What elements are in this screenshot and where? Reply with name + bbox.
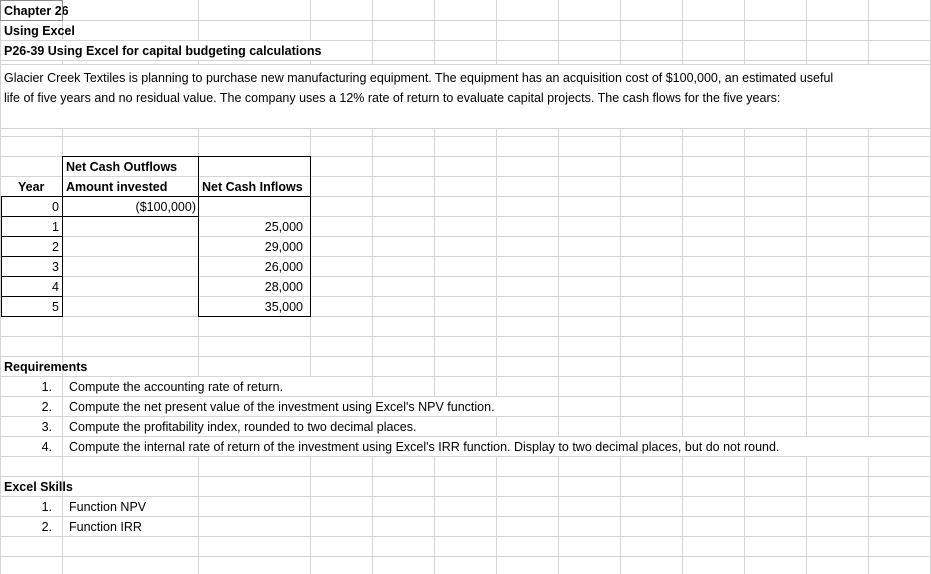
table-row-year[interactable]: 0 <box>52 200 59 214</box>
table-row-inflow[interactable]: 29,000 <box>264 240 303 254</box>
year-header[interactable]: Year <box>18 180 45 194</box>
requirement-text[interactable]: Compute the net present value of the investment using Excel's NPV function. <box>69 400 495 414</box>
requirement-text[interactable]: Compute the accounting rate of return. <box>69 380 284 394</box>
table-row-year[interactable]: 2 <box>52 240 59 254</box>
year-row-divider <box>1 256 63 257</box>
subject-label[interactable]: Using Excel <box>4 24 75 38</box>
problem-description[interactable]: Glacier Creek Textiles is planning to purchase new manufacturing equipment. The equipment has an acquisition cost of $100,000, an estimated useful life of five years and no residual value. The company uses a 12% rate of return to evaluate capital projects. The cash flows for the five years: <box>4 68 844 108</box>
outflows-header-line1[interactable]: Net Cash Outflows <box>66 160 178 174</box>
requirement-text[interactable]: Compute the profitability index, rounded to two decimal places. <box>69 420 417 434</box>
skill-text[interactable]: Function IRR <box>69 520 142 534</box>
skill-number: 2. <box>41 520 52 534</box>
table-row-inflow[interactable]: 26,000 <box>264 260 303 274</box>
table-row-inflow[interactable]: 35,000 <box>264 300 303 314</box>
skill-number: 1. <box>41 500 52 514</box>
year-row-divider <box>1 276 63 277</box>
outflows-header-line2[interactable]: Amount invested <box>66 180 168 194</box>
requirement-number: 1. <box>41 380 52 394</box>
requirement-number: 4. <box>41 440 52 454</box>
table-row-inflow[interactable]: 25,000 <box>264 220 303 234</box>
table-row-outflow[interactable]: ($100,000) <box>135 200 196 214</box>
chapter-label[interactable]: Chapter 26 <box>4 4 69 18</box>
excel-skills-heading[interactable]: Excel Skills <box>4 480 73 494</box>
requirement-number: 2. <box>41 400 52 414</box>
year-row-divider <box>1 216 63 217</box>
table-row-year[interactable]: 3 <box>52 260 59 274</box>
requirements-heading[interactable]: Requirements <box>4 360 88 374</box>
requirement-number: 3. <box>41 420 52 434</box>
table-row-year[interactable]: 1 <box>52 220 59 234</box>
problem-title[interactable]: P26-39 Using Excel for capital budgeting calculations <box>4 44 322 58</box>
requirement-text[interactable]: Compute the internal rate of return of the investment using Excel's IRR function. Display to two decimal places, but do not round. <box>69 440 780 454</box>
table-row-inflow[interactable]: 28,000 <box>264 280 303 294</box>
skill-text[interactable]: Function NPV <box>69 500 147 514</box>
inflows-header[interactable]: Net Cash Inflows <box>202 180 303 194</box>
year-row-divider <box>1 236 63 237</box>
table-row-year[interactable]: 4 <box>52 280 59 294</box>
table-row-year[interactable]: 5 <box>52 300 59 314</box>
year-row-divider <box>1 296 63 297</box>
